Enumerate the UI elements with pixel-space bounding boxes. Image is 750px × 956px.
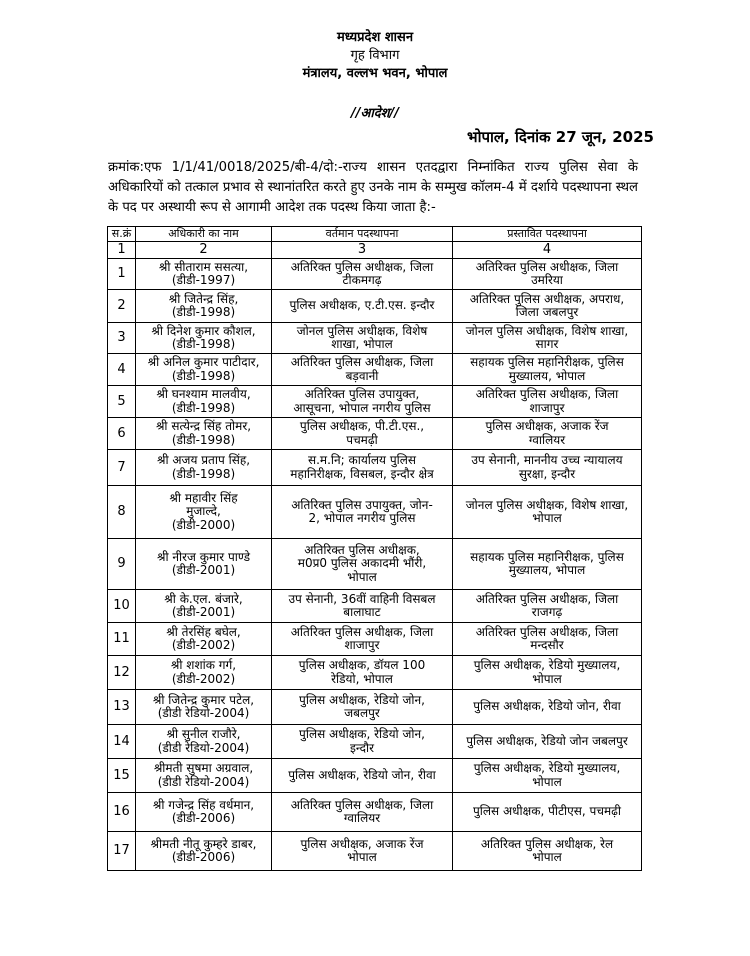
table-row [108, 290, 642, 323]
cell-text-line: सुरक्षा, इन्दौर [518, 466, 576, 481]
cell-text-line: (डीडी-1998) [171, 368, 236, 383]
cell-text-line: श्री घनश्याम मालवीय, [156, 387, 251, 401]
cell-text-line: अतिरिक्त पुलिस अधीक्षक, जिला [290, 624, 434, 639]
cell-serial: 4 [108, 354, 136, 386]
cell-officer-name [136, 690, 272, 725]
table-row [108, 418, 642, 450]
cell-current-posting [272, 832, 453, 871]
cell-text-line: (डीडी-1998) [171, 466, 236, 481]
cell-officer-name [136, 590, 272, 623]
table-row [108, 259, 642, 290]
cell-text-line: (डीडी-1998) [171, 305, 236, 319]
cell-text-line: अतिरिक्त पुलिस उपायुक्त, जोन- [291, 497, 433, 512]
cell-officer-name [136, 386, 272, 418]
cell-text-line: श्री शशांक गर्ग, [170, 658, 237, 672]
cell-text-line: ग्वालियर [528, 432, 566, 447]
cell-officer-name [136, 539, 272, 590]
cell-text-line: मन्दसौर [530, 638, 564, 652]
cell-text-line: अतिरिक्त पुलिस अधीक्षक, जिला [290, 797, 434, 812]
cell-text-line: पुलिस अधीक्षक, रेडियो जोन, [299, 692, 425, 707]
cell-text-line: शाजापुर [529, 400, 565, 415]
cell-text-line: भोपाल [532, 774, 562, 789]
cell-proposed-posting [453, 590, 642, 623]
cell-proposed-posting [453, 450, 642, 486]
cell-text-line: सागर [535, 337, 559, 351]
cell-current-posting [272, 386, 453, 418]
cell-current-posting [272, 690, 453, 725]
table-row [108, 486, 642, 539]
cell-proposed-posting [453, 759, 642, 793]
cell-current-posting [272, 590, 453, 623]
cell-current-posting [272, 656, 453, 690]
header-department: गृह विभाग [350, 48, 400, 63]
cell-text-line: शाजापुर [344, 638, 380, 652]
cell-proposed-posting [453, 486, 642, 539]
cell-officer-name [136, 354, 272, 386]
header-government: मध्यप्रदेश शासन [336, 30, 414, 45]
cell-text-line: जबलपुर [344, 706, 380, 720]
cell-serial: 2 [108, 290, 136, 323]
table-row [108, 623, 642, 656]
cell-text-line: पुलिस अधीक्षक, रेडियो जोन, [299, 727, 425, 741]
cell-current-posting [272, 323, 453, 354]
cell-officer-name [136, 725, 272, 759]
cell-text-line: श्री महावीर सिंह [169, 490, 238, 505]
cell-proposed-posting [453, 725, 642, 759]
table-body [108, 259, 642, 871]
cell-serial: 10 [108, 590, 136, 623]
cell-text-line: श्री दिनेश कुमार कौशल, [151, 323, 256, 338]
cell-proposed-posting [453, 539, 642, 590]
cell-serial: 11 [108, 623, 136, 656]
cell-text-line: श्री सत्येन्द्र सिंह तोमर, [155, 419, 252, 433]
table-column-number-row [108, 242, 642, 259]
cell-text-line: पचमढ़ी [346, 432, 378, 447]
cell-text-line: सहायक पुलिस महानिरीक्षक, पुलिस [470, 355, 624, 369]
cell-text-line: मुख्यालय, भोपाल [508, 368, 586, 383]
cell-text-line: श्रीमती सुषमा अग्रवाल, [153, 761, 254, 775]
cell-serial: 14 [108, 725, 136, 759]
cell-current-posting [272, 539, 453, 590]
cell-proposed-posting [453, 290, 642, 323]
cell-text-line: (डीडी-1998) [171, 400, 236, 415]
cell-serial: 9 [108, 539, 136, 590]
cell-current-posting [272, 354, 453, 386]
cell-serial: 16 [108, 793, 136, 832]
cell-proposed-posting [453, 259, 642, 290]
cell-text-line: श्री के.एल. बंजारे, [164, 591, 243, 606]
cell-text-line: (डीडी-2000) [171, 517, 236, 532]
cell-text-line: टीकमगढ़ [342, 273, 382, 287]
cell-text-line: इन्दौर [350, 740, 374, 755]
cell-text-line: उप सेनानी, माननीय उच्च न्यायालय [471, 453, 623, 467]
cell-text-line: म0प्र0 पुलिस अकादमी भौंरी, [297, 556, 427, 571]
cell-officer-name [136, 486, 272, 539]
cell-serial: 8 [108, 486, 136, 539]
cell-text-line: (डीडी-2006) [171, 850, 236, 864]
cell-text-line: अतिरिक्त पुलिस अधीक्षक, जिला [290, 259, 434, 274]
cell-text-line: (डीडी रेडियो-2004) [157, 706, 250, 720]
cell-text-line: स.म.नि; कार्यालय पुलिस [307, 453, 417, 467]
cell-current-posting [272, 759, 453, 793]
table-row [108, 354, 642, 386]
cell-proposed-posting [453, 323, 642, 354]
cell-proposed-posting [453, 623, 642, 656]
cell-text-line: श्री सुनील राजौरे, [166, 727, 241, 741]
cell-text-line: अतिरिक्त पुलिस अधीक्षक, जिला [290, 355, 434, 369]
table-row [108, 323, 642, 354]
cell-serial: 17 [108, 832, 136, 871]
cell-text-line: उप सेनानी, 36वीं वाहिनी विसबल [288, 591, 436, 606]
cell-text-line: भोपाल [532, 511, 562, 525]
cell-officer-name [136, 450, 272, 486]
cell-text-line: जोनल पुलिस अधीक्षक, विशेष [296, 323, 428, 338]
cell-text-line: अतिरिक्त पुलिस अधीक्षक, जिला [475, 387, 619, 401]
table-row [108, 725, 642, 759]
table-row [108, 450, 642, 486]
cell-text-line: श्री अनिल कुमार पाटीदार, [147, 355, 260, 369]
cell-serial: 15 [108, 759, 136, 793]
cell-text-line: (डीडी-1998) [171, 432, 236, 447]
cell-officer-name [136, 290, 272, 323]
cell-officer-name [136, 759, 272, 793]
cell-officer-name [136, 623, 272, 656]
cell-serial: 3 [108, 323, 136, 354]
table-header-row [108, 227, 642, 242]
cell-text-line: अतिरिक्त पुलिस उपायुक्त, [304, 387, 420, 401]
table-row [108, 539, 642, 590]
cell-text-line: (डीडी-2006) [171, 811, 236, 825]
transfer-table [107, 226, 642, 871]
cell-text-line: भोपाल [347, 569, 377, 584]
cell-current-posting [272, 486, 453, 539]
column-number: 4 [453, 242, 642, 259]
cell-text-line: (डीडी-1998) [171, 337, 236, 351]
cell-current-posting [272, 418, 453, 450]
table-row [108, 656, 642, 690]
cell-proposed-posting [453, 386, 642, 418]
cell-proposed-posting [453, 793, 642, 832]
cell-text-line: (डीडी-2001) [171, 563, 236, 577]
cell-text-line: उमरिया [531, 273, 563, 287]
table-row [108, 793, 642, 832]
cell-text-line: (डीडी-1997) [171, 273, 236, 287]
cell-text-line: पुलिस अधीक्षक, पी.टी.एस., [299, 419, 425, 433]
cell-text-line: (डीडी रेडियो-2004) [157, 774, 250, 789]
cell-text-line: भोपाल [532, 671, 562, 686]
cell-text-line: महानिरीक्षक, विसबल, इन्दौर क्षेत्र [290, 466, 434, 481]
header-current-posting: वर्तमान पदस्थापना [272, 227, 453, 242]
cell-officer-name [136, 656, 272, 690]
cell-text-line: श्री सीताराम ससत्या, [158, 259, 249, 274]
cell-text-line: पुलिस अधीक्षक, रेडियो जोन, रीवा [288, 767, 436, 782]
cell-text-line: सहायक पुलिस महानिरीक्षक, पुलिस [470, 549, 624, 564]
cell-text-line: रेडियो, भोपाल [331, 671, 393, 686]
cell-text-line: पुलिस अधीक्षक, डॉयल 100 [298, 658, 426, 672]
cell-text-line: जोनल पुलिस अधीक्षक, विशेष शाखा, [465, 323, 629, 338]
cell-current-posting [272, 793, 453, 832]
header-officer-name: अधिकारी का नाम [136, 227, 272, 242]
cell-text-line: भोपाल [532, 850, 562, 864]
cell-text-line: श्री गजेन्द्र सिंह वर्धमान, [152, 797, 255, 812]
cell-text-line: श्री अजय प्रताप सिंह, [156, 453, 251, 467]
cell-proposed-posting [453, 832, 642, 871]
cell-current-posting [272, 450, 453, 486]
cell-text-line: बड़वानी [345, 368, 379, 383]
cell-officer-name [136, 259, 272, 290]
header-address: मंत्रालय, वल्लभ भवन, भोपाल [302, 66, 448, 81]
cell-serial: 13 [108, 690, 136, 725]
cell-serial: 7 [108, 450, 136, 486]
cell-text-line: पुलिस अधीक्षक, रेडियो जोन जबलपुर [466, 733, 628, 748]
column-number: 3 [272, 242, 453, 259]
column-number: 1 [108, 242, 136, 259]
cell-text-line: अतिरिक्त पुलिस अधीक्षक, जिला [475, 591, 619, 606]
cell-serial: 12 [108, 656, 136, 690]
cell-text-line: पुलिस अधीक्षक, रेडियो मुख्यालय, [473, 761, 621, 775]
column-number: 2 [136, 242, 272, 259]
cell-text-line: (डीडी-2002) [171, 638, 236, 652]
table-row [108, 690, 642, 725]
cell-text-line: (डीडी-2001) [171, 605, 236, 619]
cell-current-posting [272, 725, 453, 759]
cell-text-line: अतिरिक्त पुलिस अधीक्षक, रेल [480, 836, 614, 851]
cell-text-line: अतिरिक्त पुलिस अधीक्षक, जिला [475, 259, 619, 274]
cell-proposed-posting [453, 656, 642, 690]
cell-text-line: राजगढ़ [531, 605, 563, 619]
cell-text-line: मुख्यालय, भोपाल [508, 563, 586, 577]
cell-officer-name [136, 793, 272, 832]
table-row [108, 832, 642, 871]
cell-text-line: अतिरिक्त पुलिस अधीक्षक, जिला [475, 624, 619, 639]
cell-text-line: श्रीमती नीतू कुम्हरे डाबर, [150, 836, 257, 851]
table-row [108, 386, 642, 418]
cell-proposed-posting [453, 354, 642, 386]
cell-text-line: 2, भोपाल नगरीय पुलिस [308, 511, 416, 525]
cell-text-line: बालाघाट [343, 605, 381, 619]
order-intro-paragraph: क्रमांक:एफ 1/1/41/0018/2025/बी-4/दो:-राज्य शासन एतदद्वारा निम्नांकित राज्य पुलिस सेवा के अधिकारियों को तत्काल प्रभाव से स्थानांतरित करते हुए उनके नाम के सम्मुख कॉलम-4 में दर्शाये पदस्थापना स्थल के पद पर अस्थायी रूप से आगामी आदेश तक पदस्थ किया जाता है:- [108, 160, 638, 215]
cell-text-line: भोपाल [347, 850, 377, 864]
cell-officer-name [136, 418, 272, 450]
cell-current-posting [272, 290, 453, 323]
cell-officer-name [136, 323, 272, 354]
table-row [108, 759, 642, 793]
cell-serial: 1 [108, 259, 136, 290]
cell-text-line: श्री जितेन्द्र कुमार पटेल, [152, 692, 255, 707]
cell-text-line: श्री नीरज कुमार पाण्डे [156, 549, 251, 564]
cell-proposed-posting [453, 418, 642, 450]
cell-text-line: पुलिस अधीक्षक, रेडियो मुख्यालय, [473, 658, 621, 672]
cell-text-line: मुजाल्दे, [186, 504, 221, 519]
cell-text-line: पुलिस अधीक्षक, अजाक रेंज [485, 419, 609, 433]
cell-text-line: (डीडी रेडियो-2004) [157, 740, 250, 755]
table-row [108, 590, 642, 623]
header-proposed-posting: प्रस्तावित पदस्थापना [453, 227, 642, 242]
cell-text-line: अतिरिक्त पुलिस अधीक्षक, [304, 542, 420, 557]
cell-current-posting [272, 623, 453, 656]
cell-text-line: अतिरिक्त पुलिस अधीक्षक, अपराध, [469, 291, 625, 306]
cell-serial: 6 [108, 418, 136, 450]
cell-text-line: (डीडी-2002) [171, 671, 236, 686]
cell-text-line: श्री जितेन्द्र सिंह, [168, 291, 239, 306]
cell-text-line: ग्वालियर [343, 811, 381, 825]
cell-serial: 5 [108, 386, 136, 418]
cell-text-line: पुलिस अधीक्षक, रेडियो जोन, रीवा [473, 699, 621, 714]
cell-text-line: पुलिस अधीक्षक, ए.टी.एस. इन्दौर [289, 298, 435, 313]
cell-text-line: श्री तेरसिंह बघेल, [166, 624, 241, 639]
cell-current-posting [272, 259, 453, 290]
cell-text-line: जिला जबलपुर [515, 305, 579, 319]
order-title: //आदेश// [350, 106, 400, 121]
cell-text-line: शाखा, भोपाल [331, 337, 393, 351]
order-date: भोपाल, दिनांक 27 जून, 2025 [467, 128, 654, 146]
cell-proposed-posting [453, 690, 642, 725]
cell-text-line: जोनल पुलिस अधीक्षक, विशेष शाखा, [465, 497, 629, 512]
cell-text-line: पुलिस अधीक्षक, पीटीएस, पचमढ़ी [472, 804, 622, 819]
cell-officer-name [136, 832, 272, 871]
cell-text-line: आसूचना, भोपाल नगरीय पुलिस [293, 400, 431, 415]
cell-text-line: पुलिस अधीक्षक, अजाक रेंज [300, 836, 424, 851]
header-serial: स.क्रं [108, 227, 136, 242]
